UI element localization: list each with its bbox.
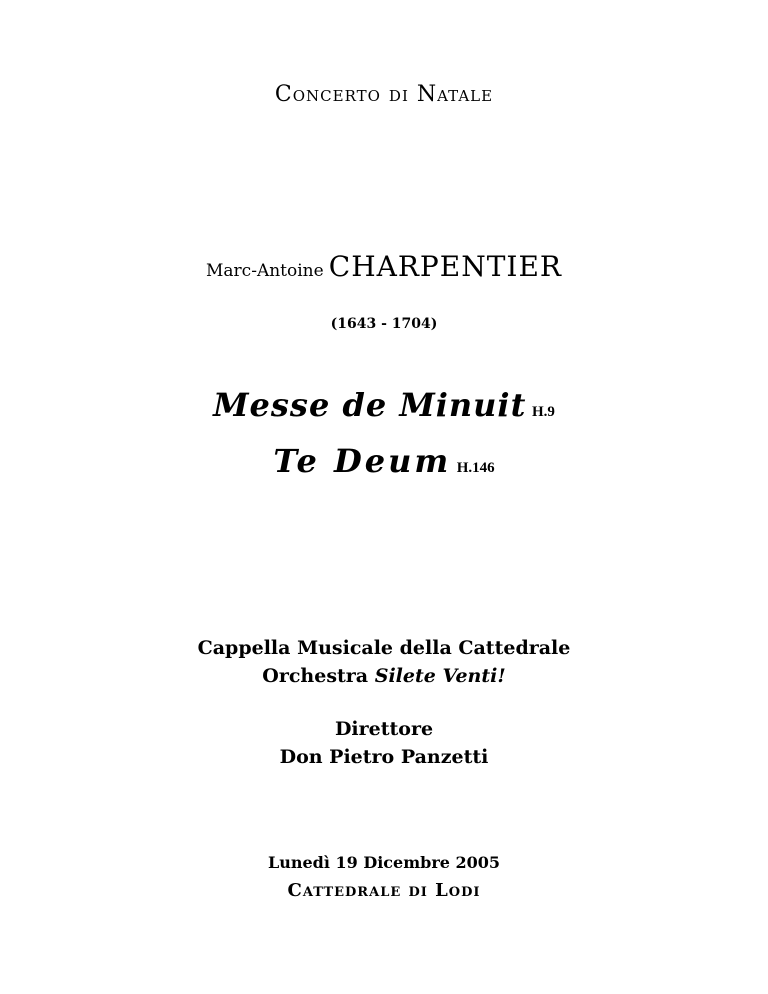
orchestra-prefix: Orchestra: [262, 665, 369, 687]
composer-first-name: Marc-Antoine: [206, 261, 324, 281]
work-item: [0, 442, 768, 480]
orchestra-name: Silete Venti!: [374, 665, 506, 687]
concert-title: Concerto di Natale: [274, 82, 494, 107]
composer-last-name: CHARPENTIER: [328, 250, 562, 283]
ensemble-orchestra: [0, 665, 768, 687]
ensemble-choir: Cappella Musicale della Cattedrale: [197, 637, 571, 659]
work-title: Te Deum: [273, 442, 452, 480]
event-date: Lunedì 19 Dicembre 2005: [267, 853, 501, 872]
conductor-label: Direttore: [334, 718, 434, 740]
event-venue: Cattedrale di Lodi: [287, 880, 481, 901]
conductor-name: Don Pietro Panzetti: [279, 746, 489, 768]
work-catalog-number: H.9: [531, 404, 555, 420]
work-catalog-number: H.146: [456, 460, 495, 476]
composer-name: [0, 250, 768, 283]
work-title: Messe de Minuit: [213, 386, 527, 424]
composer-dates: (1643 - 1704): [330, 316, 438, 332]
work-item: [0, 386, 768, 424]
